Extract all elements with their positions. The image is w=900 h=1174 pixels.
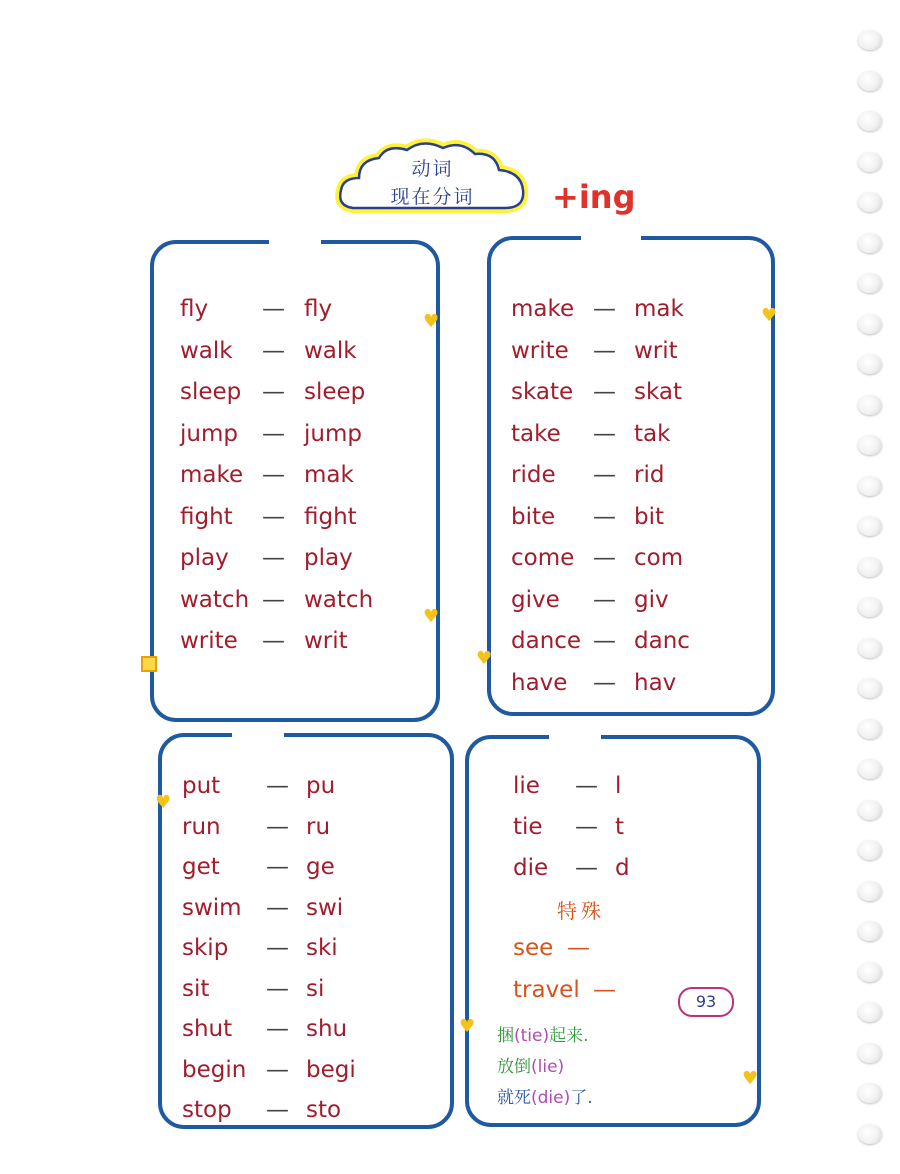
ing-stem: bit: [634, 503, 665, 530]
ing-stem: l: [615, 773, 622, 799]
binding-hole: [858, 111, 882, 131]
base-verb: skate: [511, 379, 574, 405]
ing-stem: swi: [306, 894, 344, 921]
base-verb: dance: [511, 628, 582, 654]
heart-icon: ♥: [742, 1068, 759, 1089]
dash: —: [262, 586, 285, 613]
word-row: [162, 1057, 450, 1091]
ing-stem: fight: [304, 503, 357, 530]
binding-hole: [858, 516, 882, 536]
word-row: [162, 976, 450, 1010]
base-verb: tie: [513, 814, 543, 840]
heart-icon: ♥: [155, 792, 172, 813]
box-ie-to-y-ing: [465, 735, 761, 1127]
dash: —: [262, 420, 285, 447]
binding-hole: [858, 557, 882, 577]
binding-hole: [858, 921, 882, 941]
page-number: 93: [678, 987, 734, 1017]
word-row: [162, 814, 450, 848]
dash: —: [266, 975, 289, 1002]
base-verb: jump: [180, 420, 238, 447]
base-verb: take: [511, 420, 561, 447]
base-verb: die: [513, 855, 549, 881]
binding-hole: [858, 597, 882, 617]
word-row: [154, 587, 436, 621]
heart-icon: ♥: [423, 311, 440, 332]
dash: —: [262, 545, 285, 571]
word-row: [491, 628, 771, 662]
word-row: [154, 379, 436, 413]
dash: —: [593, 337, 616, 364]
binding-hole: [858, 759, 882, 779]
base-verb: watch: [180, 586, 250, 613]
word-row: [154, 545, 436, 579]
binding-hole: [858, 1043, 882, 1063]
title-line-2: 现在分词: [390, 186, 475, 208]
word-row: [162, 1097, 450, 1131]
ing-stem: watch: [304, 586, 374, 613]
ing-stem: walk: [304, 337, 357, 364]
word-row: [162, 935, 450, 969]
dash: —: [575, 855, 598, 881]
special-label: 特殊: [557, 899, 605, 923]
ing-stem: hav: [634, 669, 677, 696]
ing-stem: si: [306, 975, 325, 1002]
word-row: [162, 854, 450, 888]
word-row: [154, 421, 436, 455]
ing-stem: mak: [634, 296, 684, 322]
ing-stem: ski: [306, 935, 338, 961]
note-die: 就死(die)了.: [497, 1088, 593, 1108]
base-verb: come: [511, 545, 575, 571]
dash: —: [266, 1097, 289, 1123]
binding-hole: [858, 719, 882, 739]
ing-stem: d: [615, 855, 630, 881]
dash: —: [262, 379, 285, 405]
dash: —: [593, 420, 616, 447]
base-verb: walk: [180, 337, 233, 364]
dash: —: [262, 628, 285, 654]
title-cloud: [335, 138, 530, 218]
binding-hole: [858, 881, 882, 901]
dash: —: [266, 935, 289, 961]
dash: —: [262, 296, 285, 322]
dash: —: [593, 296, 616, 322]
word-row: [491, 587, 771, 621]
word-row: [469, 773, 757, 807]
word-row: [469, 814, 757, 848]
dash: —: [266, 773, 289, 799]
word-row: [491, 462, 771, 496]
ing-stem: mak: [304, 462, 354, 488]
ing-stem: fly: [304, 296, 333, 322]
ing-stem: ru: [306, 813, 331, 840]
dash: —: [593, 669, 616, 696]
base-verb: write: [511, 337, 569, 364]
dash: —: [266, 1016, 289, 1042]
word-row: [491, 670, 771, 704]
base-verb: play: [180, 545, 229, 571]
ing-stem: giv: [634, 586, 669, 613]
binding-hole: [858, 678, 882, 698]
box-direct-ing: [150, 240, 440, 722]
base-verb: bite: [511, 503, 556, 530]
ing-stem: pu: [306, 773, 336, 799]
base-verb: get: [182, 854, 220, 880]
binding-hole: [858, 1002, 882, 1022]
heart-icon: ♥: [459, 1016, 476, 1037]
base-verb: sleep: [180, 379, 242, 405]
ing-stem: sto: [306, 1097, 342, 1123]
binding-hole: [858, 192, 882, 212]
dash: —: [575, 814, 598, 840]
base-verb: fight: [180, 503, 233, 530]
title-line-1: 动词: [411, 158, 454, 180]
word-row: [491, 504, 771, 538]
base-verb: stop: [182, 1097, 232, 1123]
word-row: [491, 421, 771, 455]
word-row: [154, 462, 436, 496]
base-verb: begin: [182, 1056, 247, 1083]
word-row: [154, 628, 436, 662]
dash: —: [266, 854, 289, 880]
dash: —: [575, 773, 598, 799]
dash: —: [593, 545, 616, 571]
binding-hole: [858, 435, 882, 455]
dash: —: [593, 379, 616, 405]
dash: —: [593, 628, 616, 654]
suffix-label: +ing: [552, 178, 636, 216]
word-row: [162, 773, 450, 807]
word-row: [491, 379, 771, 413]
word-row: [154, 338, 436, 372]
ing-stem: play: [304, 545, 353, 571]
dash: —: [266, 813, 289, 840]
binding-hole: [858, 233, 882, 253]
base-verb: fly: [180, 296, 209, 322]
word-row: [491, 338, 771, 372]
dash: —: [593, 503, 616, 530]
binding-hole: [858, 962, 882, 982]
square-icon: [141, 656, 157, 672]
base-verb: have: [511, 669, 568, 696]
ing-stem: sleep: [304, 379, 366, 405]
spiral-binding: [858, 30, 886, 1160]
base-verb: sit: [182, 975, 210, 1002]
word-row: [154, 504, 436, 538]
base-verb: give: [511, 586, 560, 613]
box-double-consonant-ing: [158, 733, 454, 1129]
word-row: [162, 895, 450, 929]
word-row: [491, 545, 771, 579]
base-verb: skip: [182, 935, 229, 961]
base-verb: write: [180, 628, 238, 654]
binding-hole: [858, 71, 882, 91]
ing-stem: writ: [304, 628, 348, 654]
word-row: [491, 296, 771, 330]
base-verb: make: [180, 462, 244, 488]
heart-icon: ♥: [761, 305, 778, 326]
ing-stem: tak: [634, 420, 671, 447]
ing-stem: begi: [306, 1056, 356, 1083]
binding-hole: [858, 30, 882, 50]
dash: —: [266, 894, 289, 921]
special-verb: see: [513, 935, 554, 961]
ing-stem: skat: [634, 379, 683, 405]
binding-hole: [858, 1124, 882, 1144]
base-verb: make: [511, 296, 575, 322]
binding-hole: [858, 152, 882, 172]
binding-hole: [858, 273, 882, 293]
word-row: [162, 1016, 450, 1050]
special-verb: travel: [513, 977, 580, 1003]
dash: —: [262, 462, 285, 488]
dash: —: [262, 503, 285, 530]
heart-icon: ♥: [423, 606, 440, 627]
note-lie: 放倒(lie): [497, 1057, 565, 1077]
ing-stem: rid: [634, 462, 665, 488]
note-tie: 捆(tie)起来.: [497, 1026, 589, 1046]
binding-hole: [858, 1083, 882, 1103]
word-row: [154, 296, 436, 330]
box-drop-e-ing: [487, 236, 778, 716]
binding-hole: [858, 354, 882, 374]
dash: —: [593, 586, 616, 613]
binding-hole: [858, 395, 882, 415]
binding-hole: [858, 314, 882, 334]
dash: —: [567, 935, 590, 961]
base-verb: shut: [182, 1016, 233, 1042]
binding-hole: [858, 476, 882, 496]
binding-hole: [858, 840, 882, 860]
ing-stem: com: [634, 545, 684, 571]
ing-stem: jump: [304, 420, 362, 447]
binding-hole: [858, 800, 882, 820]
ing-stem: shu: [306, 1016, 348, 1042]
dash: —: [262, 337, 285, 364]
dash: —: [266, 1056, 289, 1083]
ing-stem: t: [615, 814, 625, 840]
dash: —: [593, 977, 616, 1003]
base-verb: put: [182, 773, 221, 799]
base-verb: run: [182, 813, 221, 840]
base-verb: swim: [182, 894, 242, 921]
base-verb: lie: [513, 773, 540, 799]
ing-stem: danc: [634, 628, 690, 654]
dash: —: [593, 462, 616, 488]
base-verb: ride: [511, 462, 556, 488]
heart-icon: ♥: [476, 648, 493, 669]
word-row: [469, 855, 757, 889]
ing-stem: writ: [634, 337, 678, 364]
ing-stem: ge: [306, 854, 335, 880]
binding-hole: [858, 638, 882, 658]
